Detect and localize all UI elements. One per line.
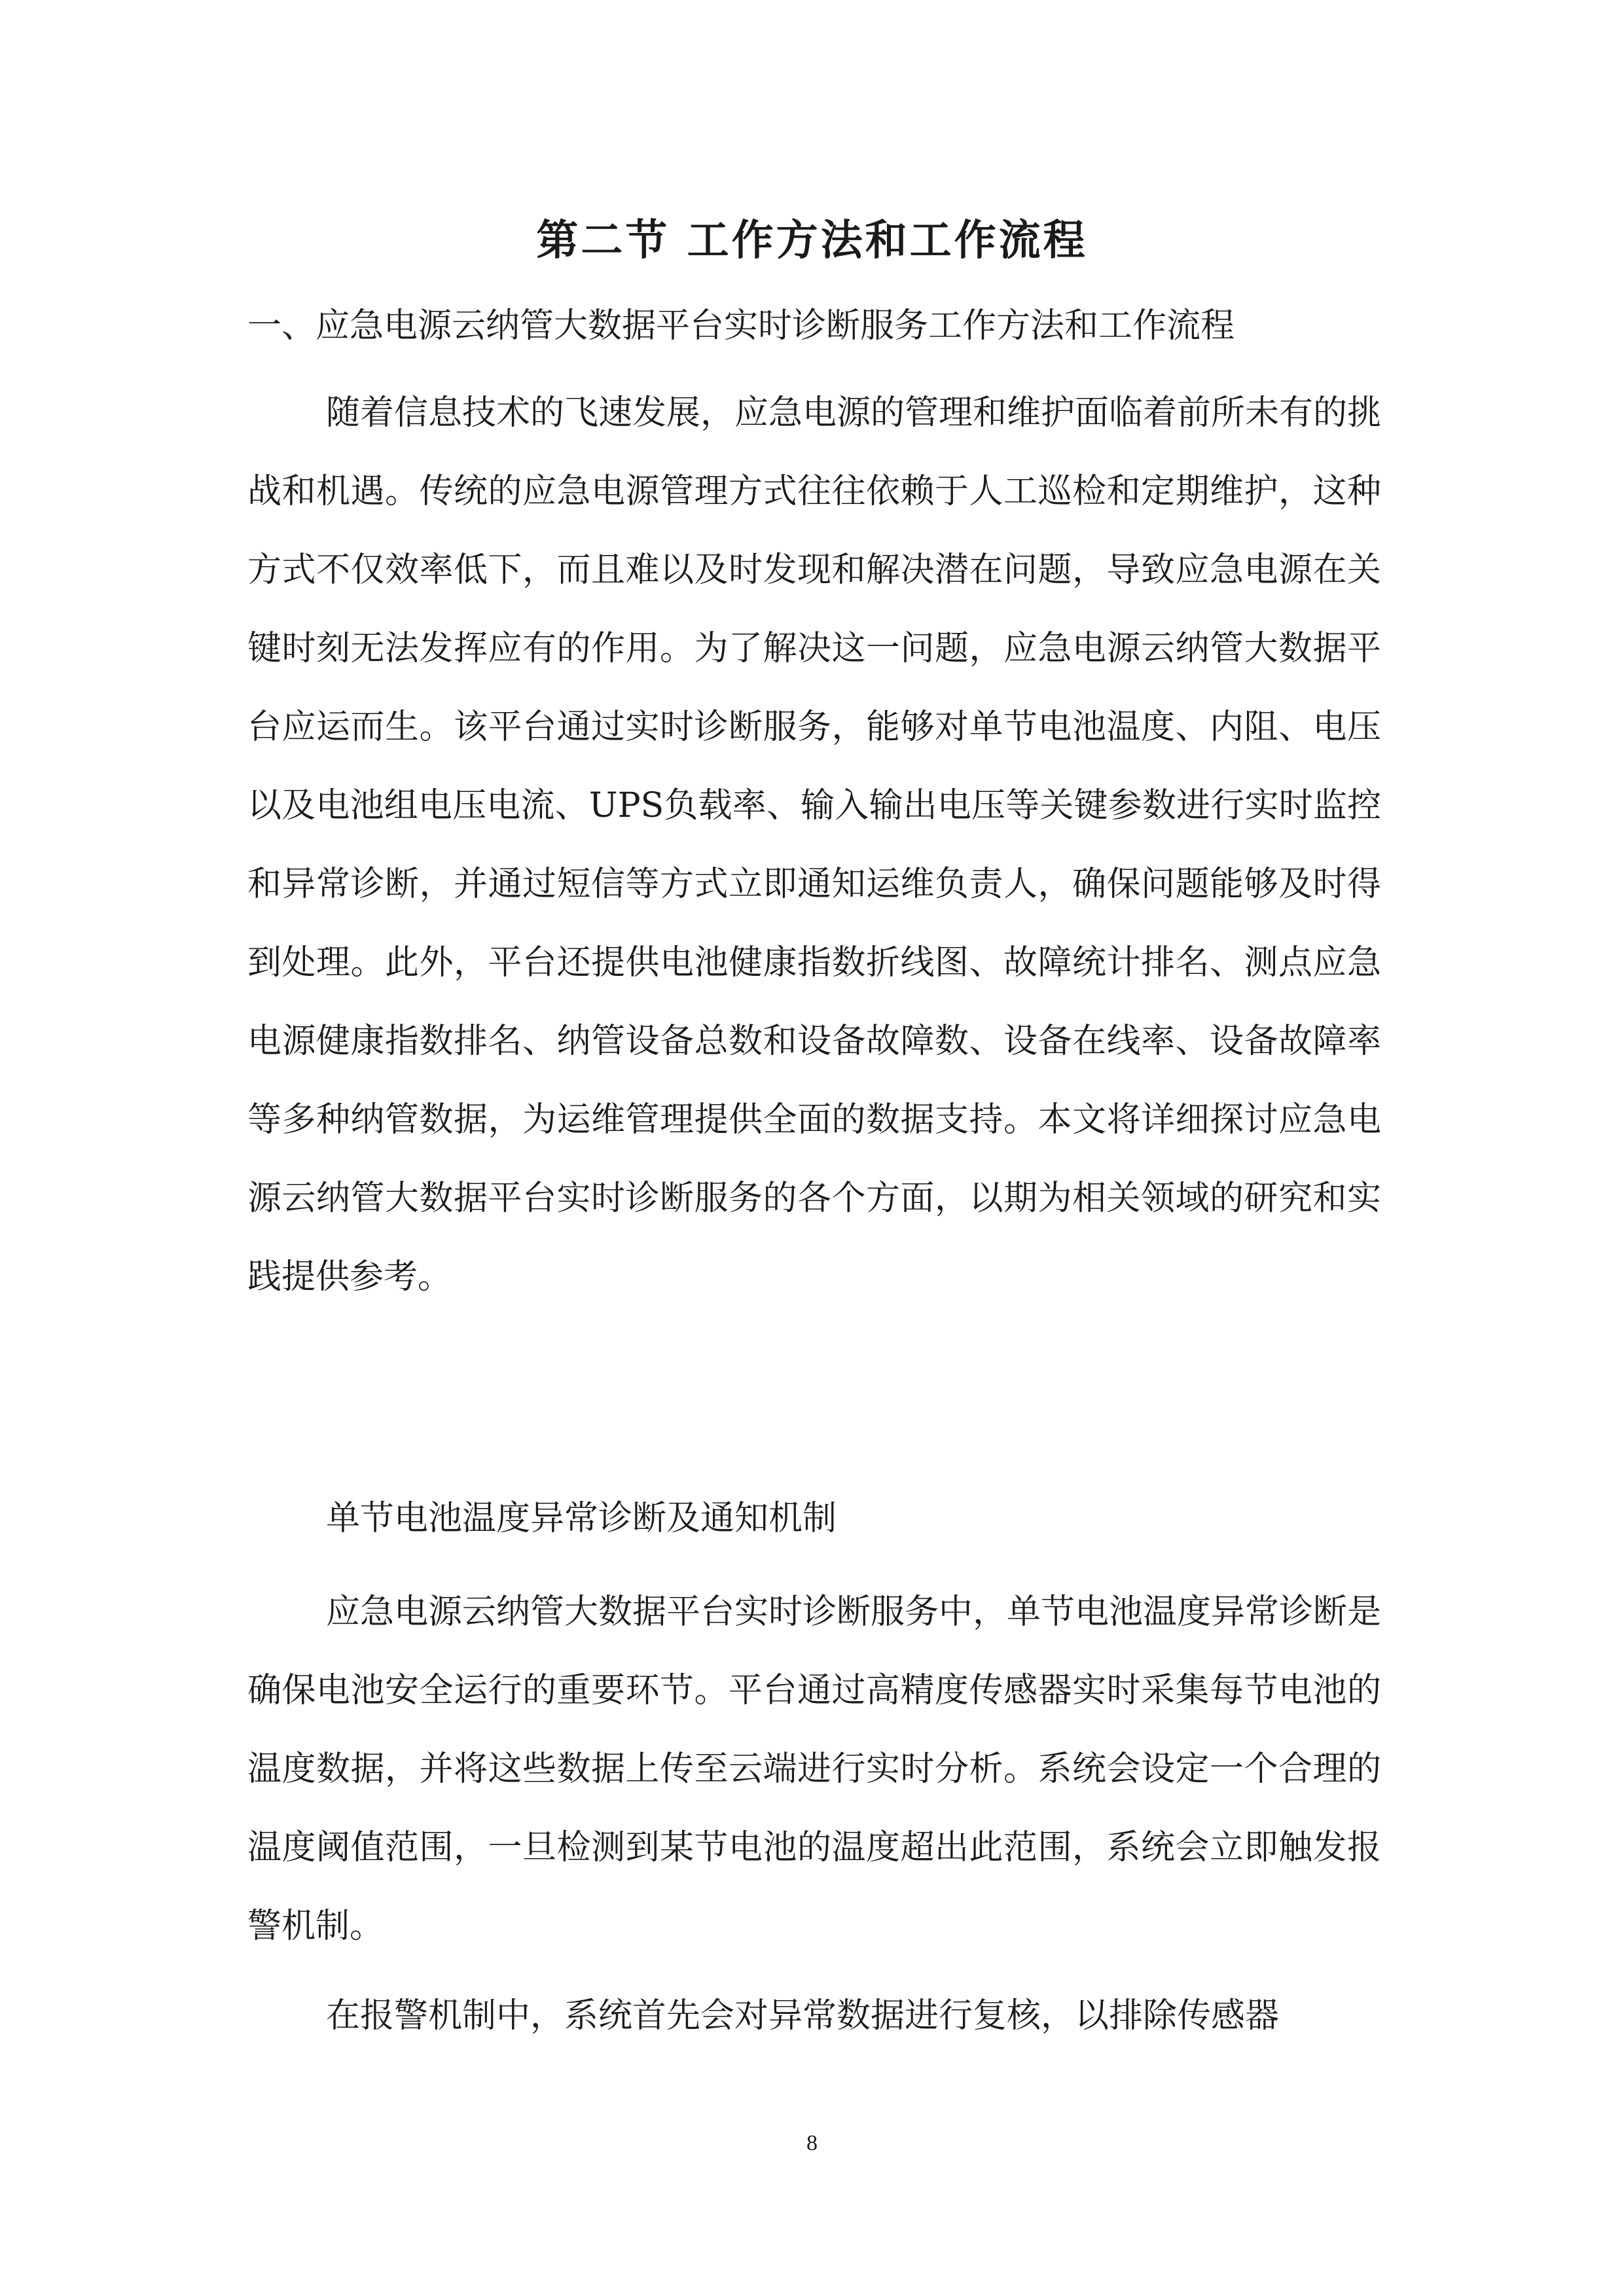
paragraph-intro: 随着信息技术的飞速发展，应急电源的管理和维护面临着前所未有的挑战和机遇。传统的应急电源管理方式往往依赖于人工巡检和定期维护，这种方式不仅效率低下，而且难以及时发现和解决潜在问题，导致应急电源在关键时刻无法发挥应有的作用。为了解决这一问题，应急电源云纳管大数据平台应运而生。该平台通过实时诊断服务，能够对单节电池温度、内阻、电压以及电池组电压电流、UPS负载率、输入输出电压等关键参数进行实时监控和异常诊断，并通过短信等方式立即通知运维负责人，确保问题能够及时得到处理。此外，平台还提供电池健康指数折线图、故障统计排名、测点应急电源健康指数排名、纳管设备总数和设备故障数、设备在线率、设备故障率等多种纳管数据，为运维管理提供全面的数据支持。本文将详细探讨应急电源云纳管大数据平台实时诊断服务的各个方面，以期为相关领域的研究和实践提供参考。: [247, 393, 1382, 1297]
page-number: 8: [806, 2131, 818, 2155]
paragraph-temperature-diagnosis: 应急电源云纳管大数据平台实时诊断服务中，单节电池温度异常诊断是确保电池安全运行的重要环节。平台通过高精度传感器实时采集每节电池的温度数据，并将这些数据上传至云端进行实时分析。系统会设定一个合理的温度阈值范围，一旦检测到某节电池的温度超出此范围，系统会立即触发报警机制。: [247, 1592, 1382, 1946]
section-title: 第二节 工作方法和工作流程: [536, 216, 1088, 265]
heading-1: 一、应急电源云纳管大数据平台实时诊断服务工作方法和工作流程: [247, 306, 1235, 346]
paragraph-alarm-mechanism: 在报警机制中，系统首先会对异常数据进行复核，以排除传感器: [326, 1996, 1280, 2036]
subheading-temperature: 单节电池温度异常诊断及通知机制: [326, 1499, 837, 1538]
